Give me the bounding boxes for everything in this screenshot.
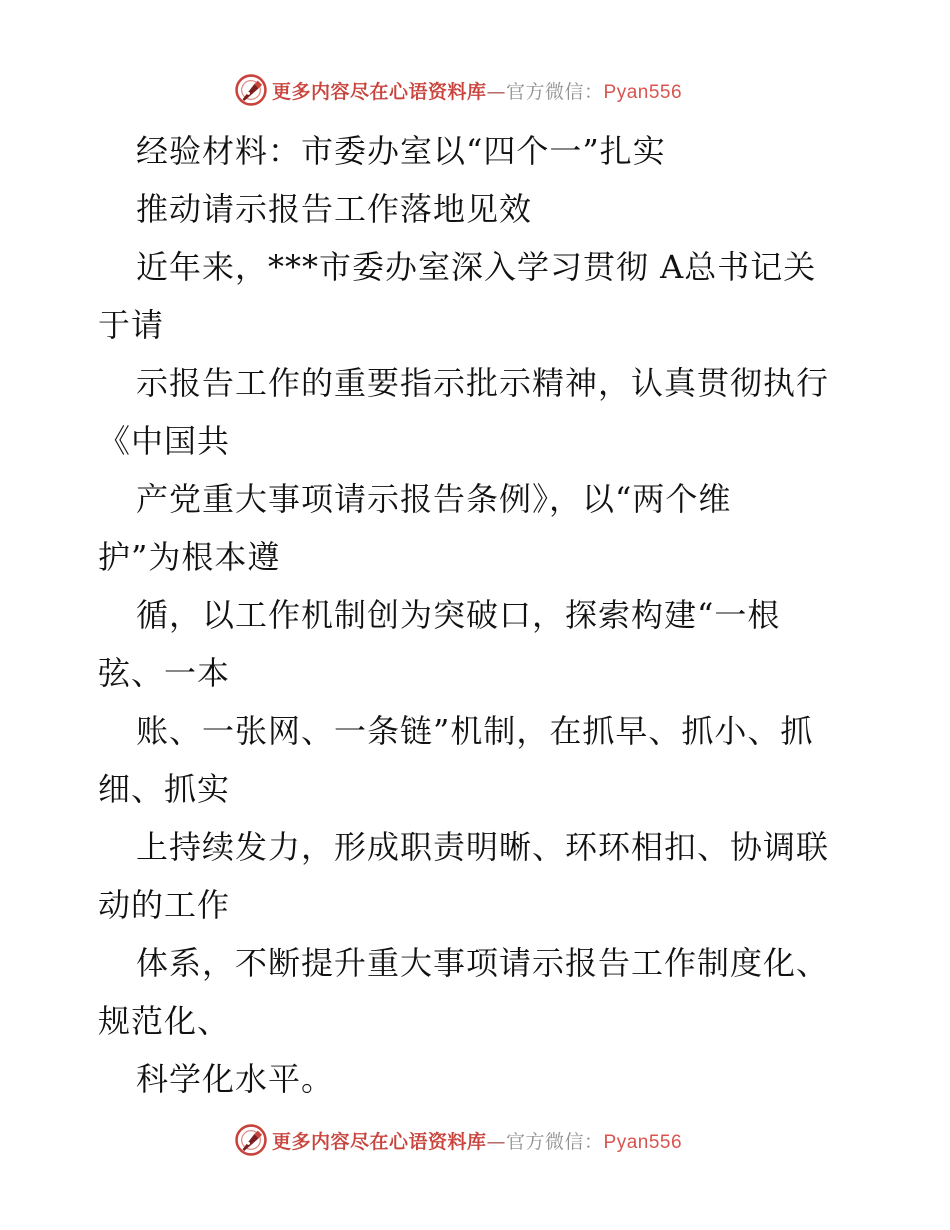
paragraph-line: 护”为根本遵 [98, 538, 281, 576]
paragraph-line: 近年来，***市委办室深入学习贯彻 A总书记关 [136, 248, 817, 286]
footer-banner [234, 1122, 682, 1158]
banner-main-text: 更多内容尽在心语资料库 [272, 1130, 487, 1153]
banner-wechat-id: Pyan556 [603, 1131, 683, 1153]
banner-text [272, 77, 682, 104]
paragraph-line: 账、一张网、一条链”机制，在抓早、抓小、抓 [136, 712, 814, 750]
paragraph-line: 规范化、 [98, 1002, 231, 1040]
title-line-1: 经验材料：市委办室以“四个一”扎实 [136, 132, 666, 170]
document-body [98, 122, 888, 1108]
paragraph-line: 上持续发力，形成职责明晰、环环相扣、协调联 [136, 828, 830, 866]
paragraph-line: 动的工作 [98, 886, 231, 924]
title-line-2: 推动请示报告工作落地见效 [136, 190, 533, 228]
banner-dash: — [486, 1130, 507, 1153]
banner-wechat-label: 官方微信： [506, 80, 604, 103]
paragraph-line: 产党重大事项请示报告条例》，以“两个维 [136, 480, 732, 518]
paragraph-line: 体系，不断提升重大事项请示报告工作制度化、 [136, 944, 830, 982]
pen-nib-logo-icon [234, 1123, 268, 1157]
banner-wechat-id: Pyan556 [603, 81, 683, 103]
banner-text [272, 1127, 682, 1154]
paragraph-line: 科学化水平。 [136, 1060, 335, 1098]
banner-wechat-label: 官方微信： [506, 1130, 604, 1153]
banner-main-text: 更多内容尽在心语资料库 [272, 80, 487, 103]
paragraph-line: 于请 [98, 306, 165, 344]
paragraph-line: 细、抓实 [98, 770, 231, 808]
paragraph-line: 循，以工作机制创为突破口，探索构建“一根 [136, 596, 781, 634]
pen-nib-logo-icon [234, 73, 268, 107]
banner-dash: — [486, 80, 507, 103]
header-banner [234, 72, 682, 108]
paragraph-line: 《中国共 [98, 422, 231, 460]
paragraph-line: 弦、一本 [98, 654, 231, 692]
paragraph-line: 示报告工作的重要指示批示精神，认真贯彻执行 [136, 364, 830, 402]
